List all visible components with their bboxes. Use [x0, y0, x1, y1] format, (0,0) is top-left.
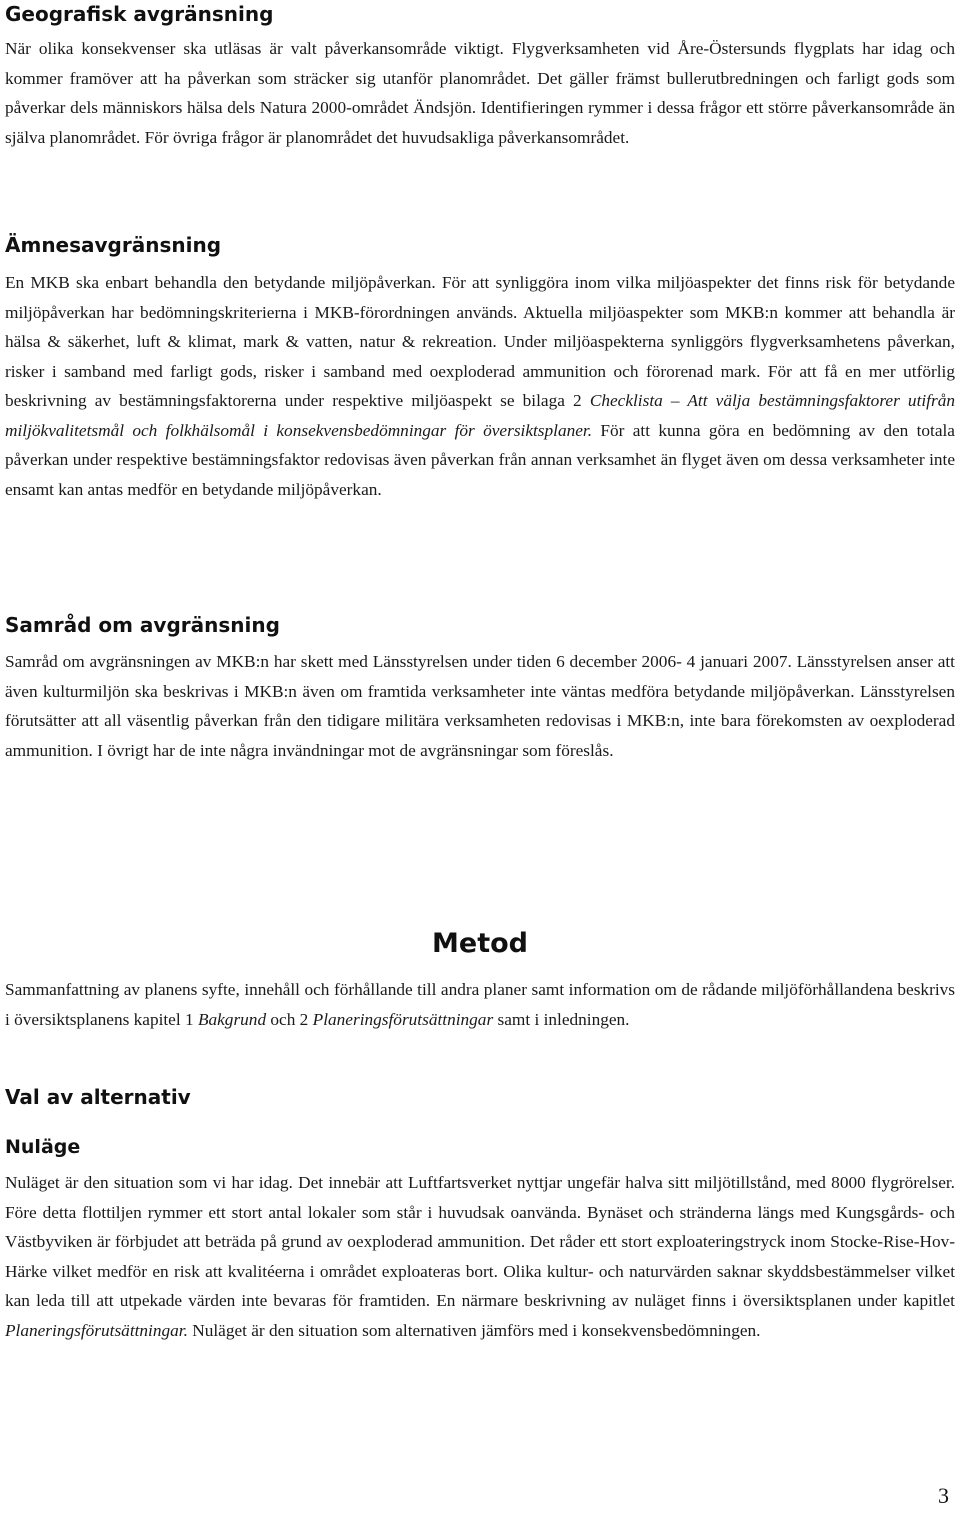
chapter-reference-planeringsforutsattningar: Planeringsförutsättningar. — [5, 1320, 188, 1340]
paragraph-text-part: Nuläget är den situation som alternativen jämförs med i konsekvensbedömningen. — [187, 1320, 761, 1340]
heading-val-av-alternativ: Val av alternativ — [5, 1085, 191, 1109]
paragraph-metod — [5, 975, 955, 1034]
paragraph-text-part: Sammanfattning av planens syfte, innehåll och förhållande till andra planer samt information om de rådande miljöförhållandena beskrivs i översiktsplanens kapitel 1 — [5, 980, 955, 1029]
paragraph-samrad: Samråd om avgränsningen av MKB:n har skett med Länsstyrelsen under tiden 6 december 2006- 4 januari 2007. Länsstyrelsen anser att även kulturmiljön ska beskrivas i MKB:n även om framtida verksamheter inte väntas medföra betydande miljöpåverkan. Länsstyrelsen förutsätter att all väsentlig påverkan från den tidigare militära verksamheten redovisas i MKB:n, inte bara förekomsten av oexploderad ammunition. I övrigt har de inte några invändningar mot de avgränsningar som föreslås. — [5, 652, 955, 760]
heading-geografisk-avgransning: Geografisk avgränsning — [5, 2, 274, 26]
heading-samrad-om-avgransning: Samråd om avgränsning — [5, 613, 280, 637]
chapter-reference-bakgrund: Bakgrund — [197, 1009, 267, 1029]
paragraph-text-part: För att kunna göra en bedömning av den totala påverkan under respektive bestämningsfaktor redovisas även påverkan från annan verksamhet än flyget även om dessa verksamheter inte ensamt kan antas medför en betydande miljöpåverkan. — [5, 420, 955, 499]
checklista-reference: Checklista – Att välja bestämningsfaktorer utifrån miljökvalitetsmål och folkhälsomål i konsekvensbedömningar för översiktsplaner. — [5, 391, 955, 440]
heading-amnesavgransning: Ämnesavgränsning — [5, 233, 222, 257]
paragraph-text-part: Nuläget är den situation som vi har idag. Det innebär att Luftfartsverket nyttjar ungefär halva sitt miljötillstånd, med 8000 flygrörelser. Före detta flottiljen rymmer ett stort antal lokaler som står i huvudsak oanvända. Bynäset och stränderna längs med Kungsgårds- och Västbyviken är förbjudet att beträda på grund av oexploderad ammunition. Det råder ett stort exploateringstryck inom Stocke-Rise-Hov-Härke vilket medför en risk att kvalitéerna i området exploateras bort. Olika kultur- och naturvärden saknar skyddsbestämmelser vilket kan leda till att utpekade värden inte bevaras för framtiden. En närmare beskrivning av nuläget finns i översiktsplanen under kapitlet — [5, 1173, 955, 1310]
paragraph-text-part: En MKB ska enbart behandla den betydande miljöpåverkan. För att synliggöra inom vilka miljöaspekter det finns risk för betydande miljöpåverkan har bedömningskriterierna i MKB-förordningen används. Aktuella miljöaspekter som MKB:n kommer att behandla är hälsa & säkerhet, luft & klimat, mark & vatten, natur & rekreation. Under miljöaspekterna synliggörs flygverksamhetens påverkan, risker i samband med farligt gods, risker i samband med oexploderad ammunition och förorenad mark. För att få en mer utförlig beskrivning av bestämningsfaktorerna under respektive miljöaspekt se bilaga 2 — [5, 273, 955, 410]
paragraph-nulage — [5, 1168, 955, 1345]
chapter-reference-planeringsforutsattningar: Planeringsförutsättningar — [312, 1009, 494, 1029]
heading-metod: Metod — [432, 928, 528, 959]
paragraph-text-part: samt i inledningen. — [493, 1009, 630, 1029]
paragraph-amnesavgransning — [5, 268, 955, 504]
page-number: 3 — [938, 1483, 949, 1508]
heading-nulage: Nuläge — [5, 1136, 81, 1158]
paragraph-geografisk-avgransning: När olika konsekvenser ska utläsas är valt påverkansområde viktigt. Flygverksamheten vid Åre-Östersunds flygplats har idag och kommer framöver att ha påverkan som sträcker sig utanför planområdet. Det gäller främst bullerutbredningen och farligt gods som påverkar dels människors hälsa dels Natura 2000-området Ändsjön. Identifieringen rymmer i dessa frågor ett större påverkansområde än själva planområdet. För övriga frågor är planområdet det huvudsakliga påverkansområdet. — [5, 39, 955, 147]
paragraph-text-part: och 2 — [266, 1009, 313, 1029]
